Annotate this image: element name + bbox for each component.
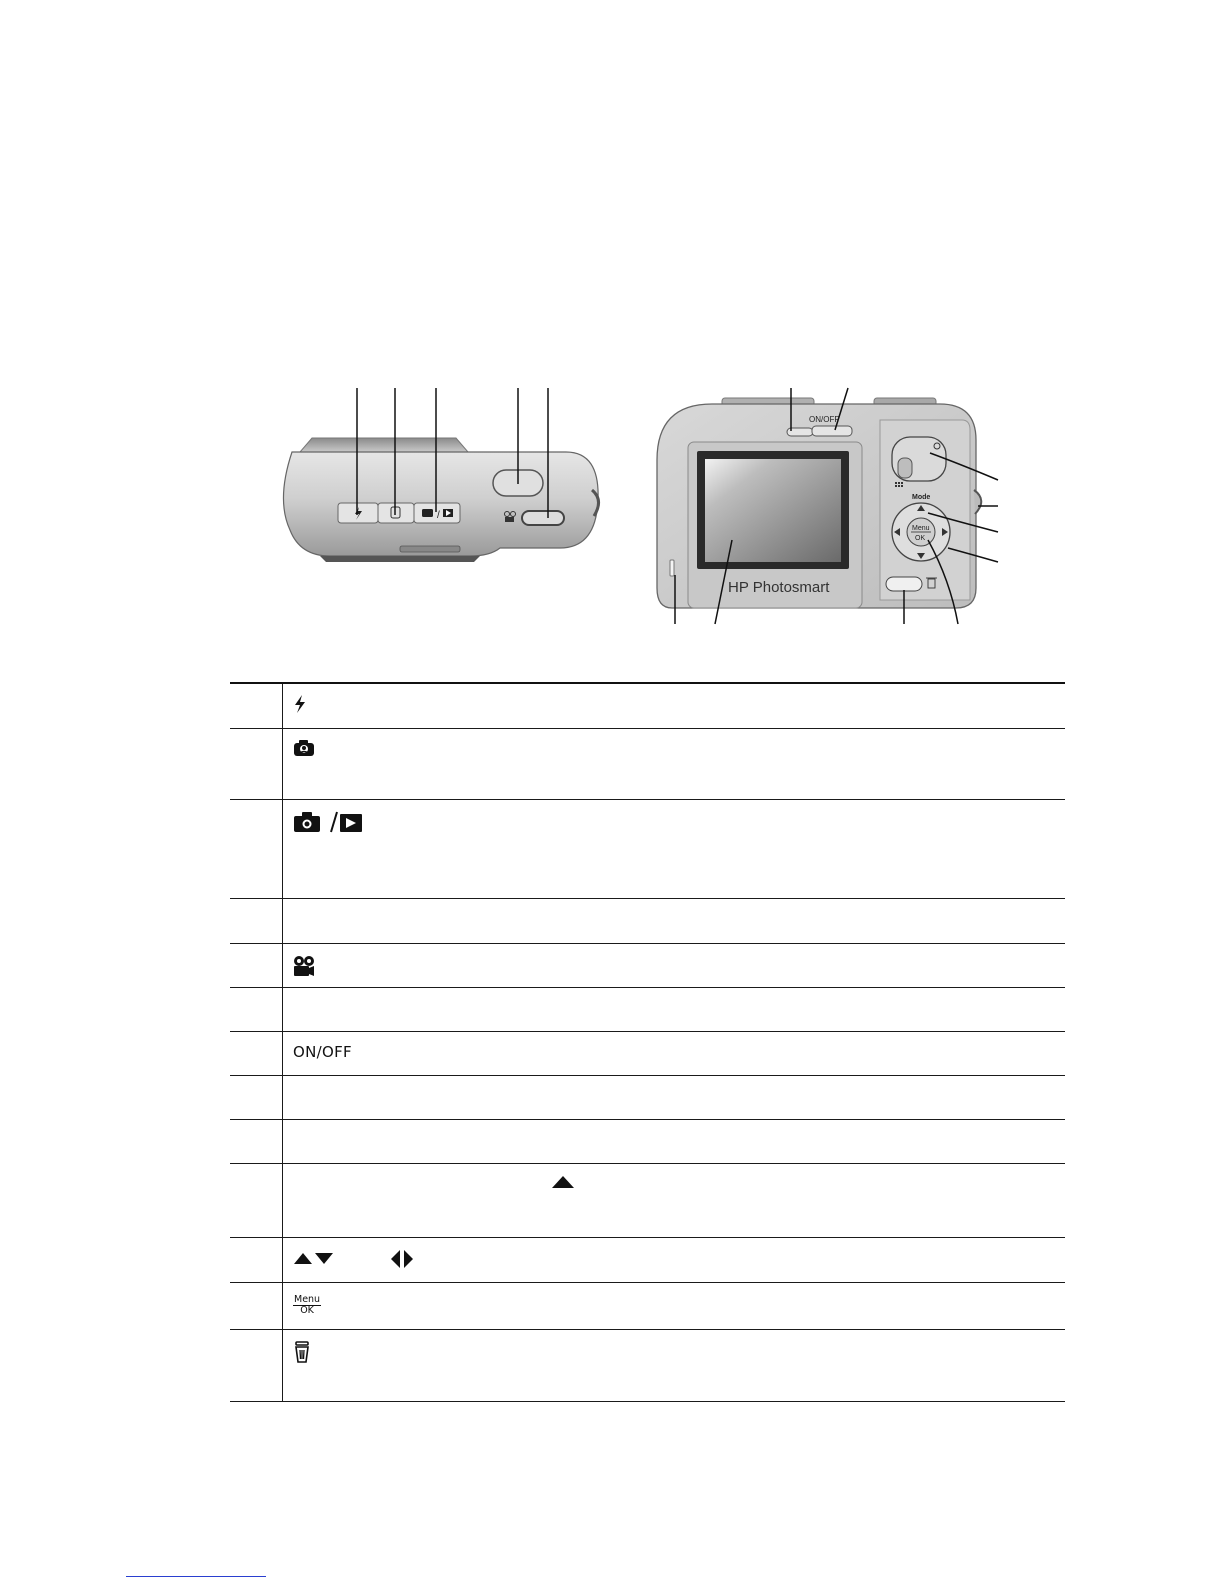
screen-brand-label: HP Photosmart <box>728 579 830 596</box>
table-row <box>230 1329 1065 1401</box>
delete-button-figure <box>886 577 922 591</box>
table-row <box>230 799 1065 898</box>
power-led <box>670 560 674 576</box>
up-triangle-icon <box>294 1253 312 1264</box>
table-row <box>230 728 1065 799</box>
footer-link-underline[interactable] <box>126 1576 266 1577</box>
table-row <box>230 1075 1065 1119</box>
video-icon <box>293 955 315 977</box>
down-triangle-icon <box>315 1253 333 1264</box>
camera-top-view <box>283 388 598 562</box>
onoff-figure-label: ON/OFF <box>809 415 840 424</box>
camera-figure <box>0 0 1225 660</box>
right-triangle-icon <box>404 1250 413 1268</box>
flash-icon <box>293 695 307 713</box>
left-triangle-icon <box>391 1250 400 1268</box>
ok-figure-label: OK <box>915 535 926 542</box>
up-arrow-icon <box>551 1175 575 1189</box>
menu-figure-label: Menu <box>912 525 930 532</box>
parts-table <box>230 682 1065 1402</box>
svg-text:/: / <box>437 510 440 521</box>
lcd-screen <box>705 459 841 562</box>
camera-back-view <box>657 388 998 624</box>
menu-ok-label: Menu OK <box>294 1293 321 1316</box>
table-row <box>230 987 1065 1031</box>
trash-icon <box>293 1341 311 1363</box>
onoff-label: ON/OFF <box>293 1042 352 1061</box>
arrow-buttons-icon <box>293 1249 423 1269</box>
onoff-button <box>812 426 852 436</box>
mode-figure-label: Mode <box>912 494 931 501</box>
table-row <box>230 943 1065 987</box>
table-row <box>230 1163 1065 1237</box>
table-row <box>230 1237 1065 1282</box>
table-row <box>230 683 1065 728</box>
table-row <box>230 1031 1065 1075</box>
face-priority-icon <box>293 740 315 758</box>
table-row <box>230 1119 1065 1163</box>
table-row <box>230 1282 1065 1329</box>
table-row <box>230 898 1065 943</box>
video-record-button <box>522 511 564 525</box>
camera-playback-icon <box>293 811 363 833</box>
